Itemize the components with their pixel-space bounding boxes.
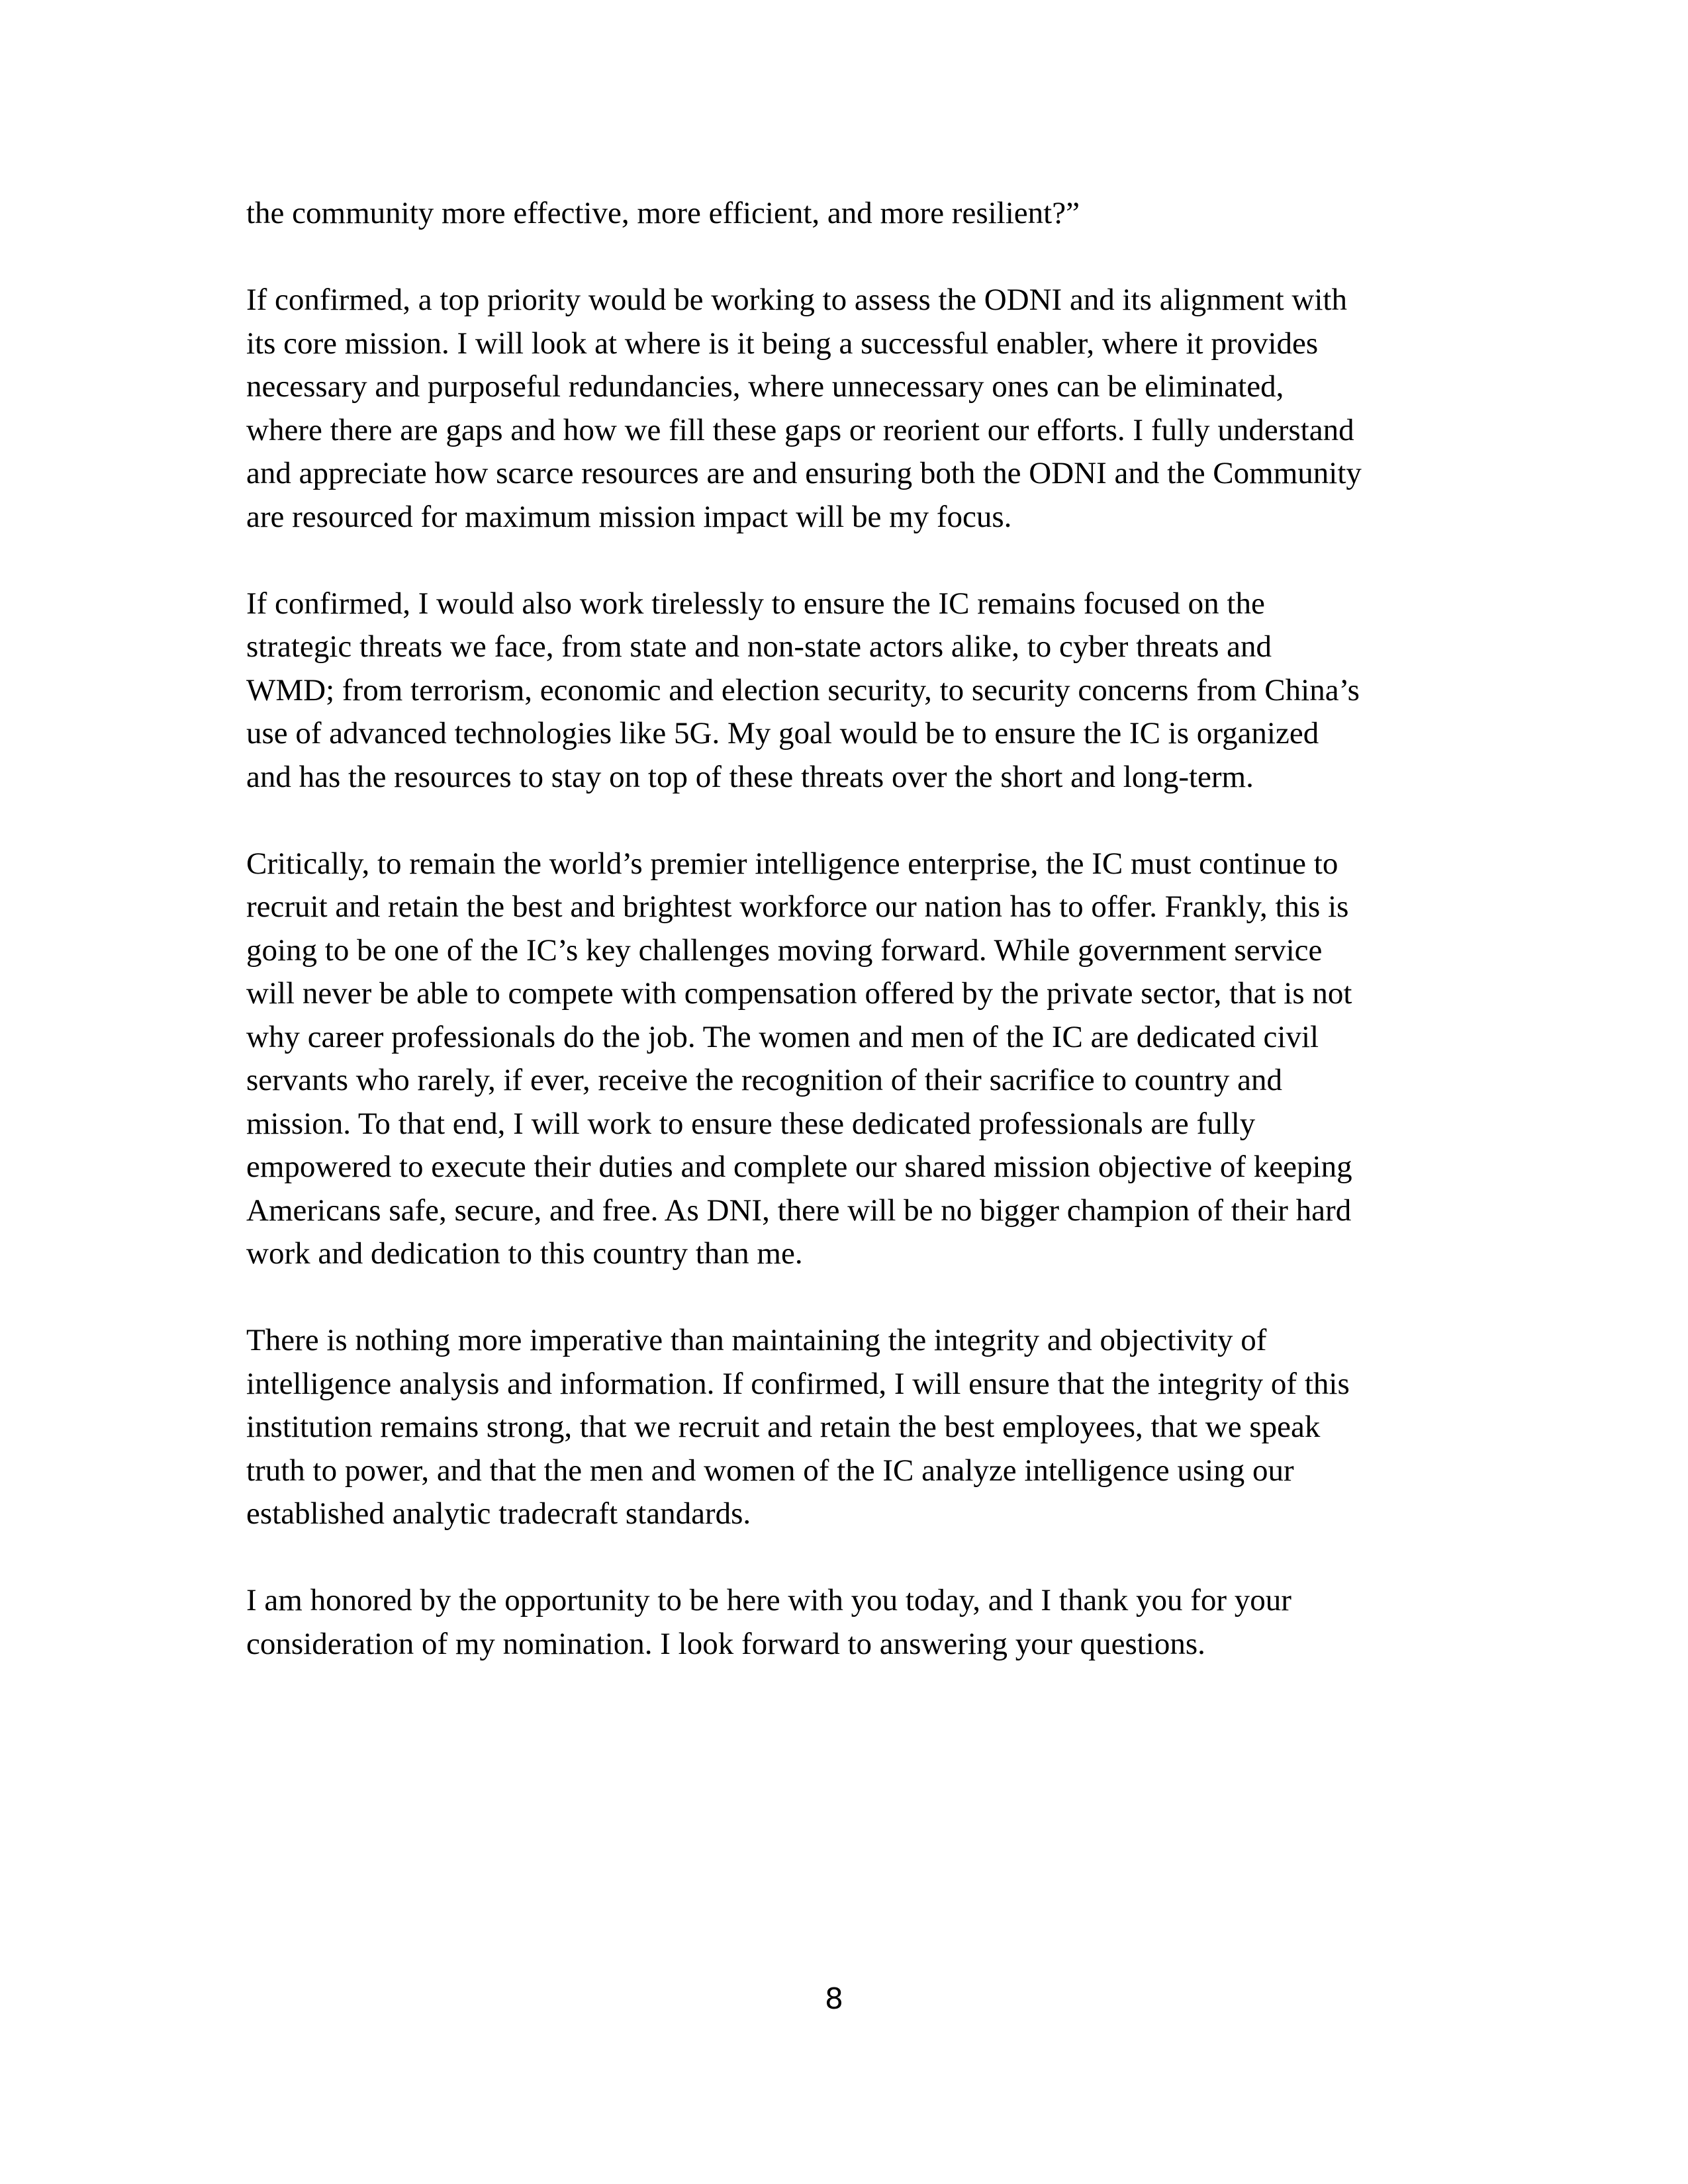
text-line: truth to power, and that the men and women of the IC analyze intelligence using our: [246, 1453, 1294, 1488]
text-line: Americans safe, secure, and free. As DNI, there will be no bigger champion of their hard: [246, 1193, 1352, 1228]
paragraph: [246, 279, 1451, 539]
text-line: If confirmed, I would also work tirelessly to ensure the IC remains focused on the: [246, 586, 1265, 621]
text-line: There is nothing more imperative than maintaining the integrity and objectivity of: [246, 1323, 1267, 1357]
paragraph: [246, 582, 1451, 799]
text-line: mission. To that end, I will work to ensure these dedicated professionals are fully: [246, 1106, 1256, 1141]
body-text: [246, 192, 1451, 1709]
text-line: established analytic tradecraft standards.: [246, 1496, 751, 1531]
page-number: 8: [825, 1982, 843, 2016]
text-line: and has the resources to stay on top of these threats over the short and long-term.: [246, 759, 1254, 794]
text-line: work and dedication to this country than me.: [246, 1236, 803, 1271]
text-line: the community more effective, more efficient, and more resilient?”: [246, 196, 1080, 230]
text-line: servants who rarely, if ever, receive the recognition of their sacrifice to country and: [246, 1063, 1282, 1097]
paragraph: [246, 192, 1451, 236]
text-line: use of advanced technologies like 5G. My goal would be to ensure the IC is organized: [246, 716, 1319, 751]
paragraph: [246, 1319, 1451, 1536]
text-line: intelligence analysis and information. If confirmed, I will ensure that the integrity of this: [246, 1366, 1350, 1401]
text-line: and appreciate how scarce resources are and ensuring both the ODNI and the Community: [246, 456, 1362, 490]
text-line: I am honored by the opportunity to be here with you today, and I thank you for your: [246, 1583, 1291, 1617]
paragraph: [246, 1579, 1451, 1666]
text-line: where there are gaps and how we fill these gaps or reorient our efforts. I fully understand: [246, 412, 1354, 447]
text-line: necessary and purposeful redundancies, where unnecessary ones can be eliminated,: [246, 369, 1284, 404]
text-line: empowered to execute their duties and complete our shared mission objective of keeping: [246, 1150, 1352, 1184]
text-line: will never be able to compete with compensation offered by the private sector, that is not: [246, 976, 1352, 1011]
text-line: are resourced for maximum mission impact will be my focus.: [246, 499, 1012, 534]
text-line: going to be one of the IC’s key challenges moving forward. While government service: [246, 933, 1323, 968]
text-line: why career professionals do the job. The women and men of the IC are dedicated civil: [246, 1019, 1319, 1054]
text-line: strategic threats we face, from state and non-state actors alike, to cyber threats and: [246, 629, 1272, 664]
text-line: WMD; from terrorism, economic and election security, to security concerns from China’s: [246, 672, 1360, 707]
text-line: its core mission. I will look at where is it being a successful enabler, where it provides: [246, 326, 1319, 361]
text-line: recruit and retain the best and brightest workforce our nation has to offer. Frankly, this is: [246, 889, 1349, 924]
text-line: If confirmed, a top priority would be working to assess the ODNI and its alignment with: [246, 283, 1347, 317]
text-line: Critically, to remain the world’s premier intelligence enterprise, the IC must continue to: [246, 846, 1338, 881]
paragraph: [246, 842, 1451, 1276]
text-line: consideration of my nomination. I look forward to answering your questions.: [246, 1626, 1205, 1661]
text-line: institution remains strong, that we recruit and retain the best employees, that we speak: [246, 1410, 1321, 1444]
